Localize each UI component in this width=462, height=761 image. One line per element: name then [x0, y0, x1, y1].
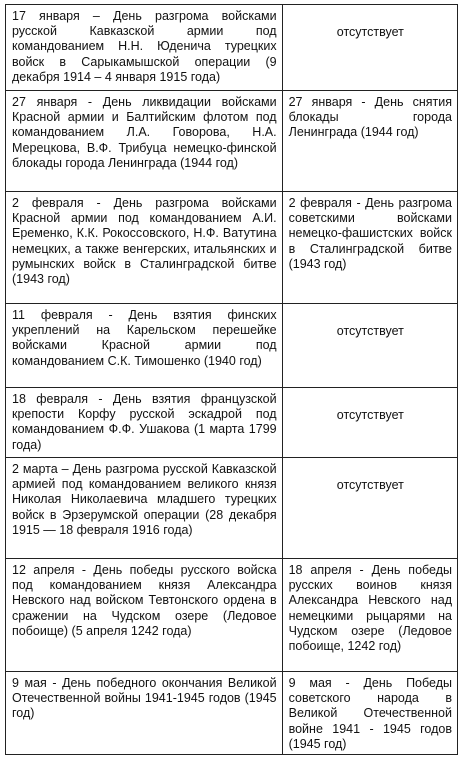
table-row — [6, 192, 458, 304]
table-cell-left: 9 мая - День победного окончания Великой Отечественной войны 1941-1945 годов (1945 год) — [6, 672, 283, 755]
table-row — [6, 5, 458, 91]
holidays-table — [5, 4, 458, 755]
table-cell-left: 11 февраля - День взятия финских укреплений на Карельском перешейке войсками Красной армии под командованием С.К. Тимошенко (1940 год) — [6, 304, 283, 388]
table-row — [6, 672, 458, 755]
table-cell-left: 2 февраля - День разгрома войсками Красной армии под командованием А.И. Еременко, К.К. Рокоссовского, Н.Ф. Ватутина немецких, а также венгерских, итальянских и румынских войск в Сталинградской битве (1943 год) — [6, 192, 283, 304]
table-cell-right: отсутствует — [282, 388, 457, 458]
table-cell-left: 17 января – День разгрома войсками русской Кавказской армии под командованием Н.Н. Юденича турецких войск в Сарыкамышской операции (9 декабря 1914 – 4 января 1915 года) — [6, 5, 283, 91]
table-cell-left: 12 апреля - День победы русского войска под командованием князя Александра Невского над войском Тевтонского ордена в сражении на Чудском озере (Ледовое побоище) (5 апреля 1242 года) — [6, 559, 283, 672]
table-cell-left: 18 февраля - День взятия французской крепости Корфу русской эскадрой под командованием Ф.Ф. Ушакова (1 марта 1799 года) — [6, 388, 283, 458]
table-row — [6, 458, 458, 559]
table-row — [6, 388, 458, 458]
table-row — [6, 559, 458, 672]
table-cell-right: 27 января - День снятия блокады города Ленинграда (1944 год) — [282, 91, 457, 192]
table-row — [6, 304, 458, 388]
table-cell-right: отсутствует — [282, 304, 457, 388]
table-cell-right: отсутствует — [282, 458, 457, 559]
table-cell-left: 27 января - День ликвидации войсками Красной армии и Балтийским флотом под командованием Л.А. Говорова, Н.А. Мерецкова, В.Ф. Трибуца немецко-финской блокады города Ленинграда (1944 год) — [6, 91, 283, 192]
table-row — [6, 91, 458, 192]
table-cell-right: 18 апреля - День победы русских воинов князя Александра Невского над немецкими рыцарями на Чудском озере (Ледовое побоище, 1242 год) — [282, 559, 457, 672]
table-cell-right: 9 мая - День Победы советского народа в Великой Отечественной войне 1941 - 1945 годов (1945 год) — [282, 672, 457, 755]
table-cell-right: отсутствует — [282, 5, 457, 91]
table-cell-left: 2 марта – День разгрома русской Кавказской армией под командованием великого князя Николая Николаевича младшего турецких войск в Эрзерумской операции (28 декабря 1915 — 18 февраля 1916 года) — [6, 458, 283, 559]
table-cell-right: 2 февраля - День разгрома советскими войсками немецко-фашистских войск в Сталинградской битве (1943 год) — [282, 192, 457, 304]
